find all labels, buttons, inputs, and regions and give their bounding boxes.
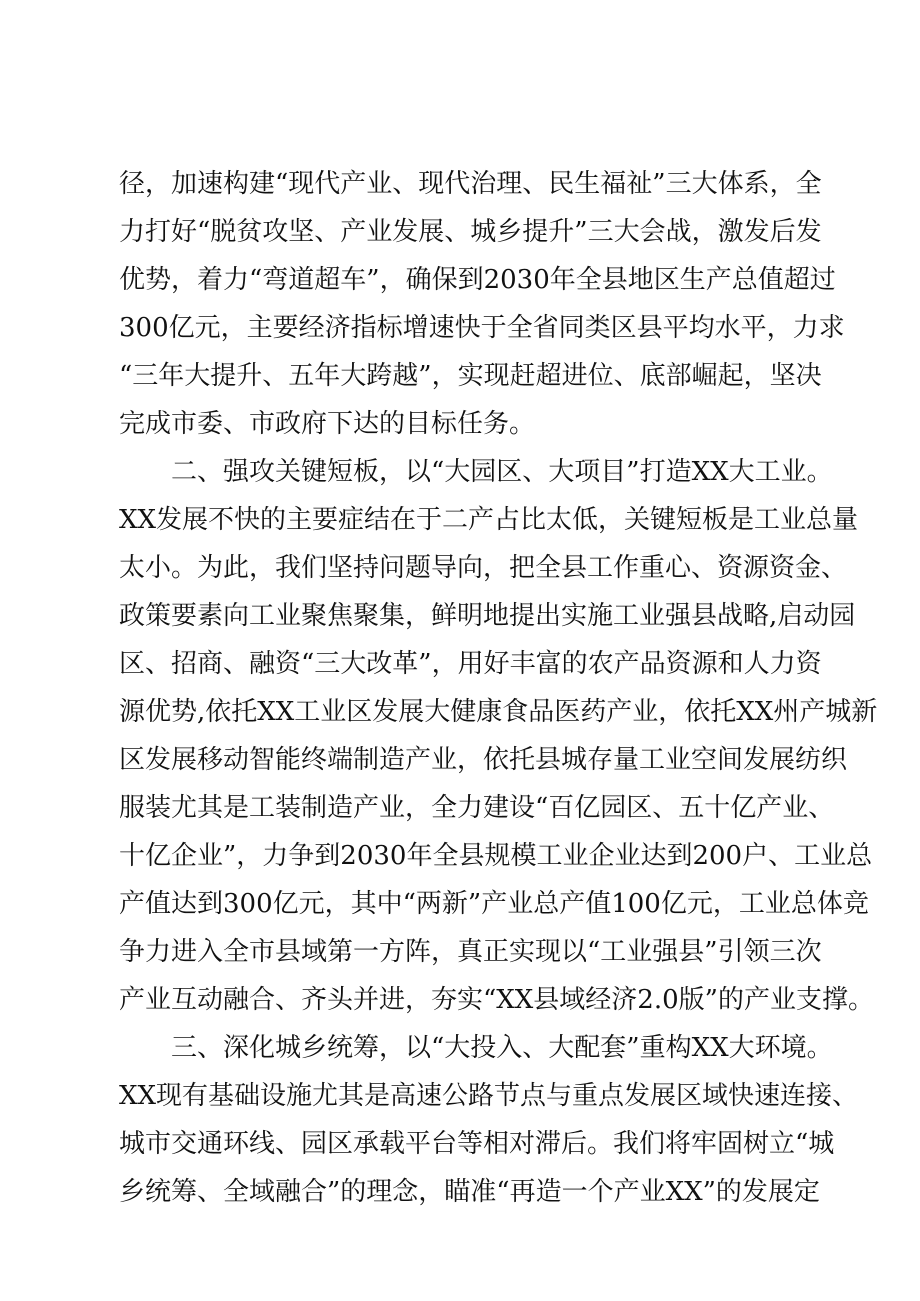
- text-line: 区发展移动智能终端制造产业，依托县城存量工业空间发展纺织: [119, 745, 848, 775]
- text-line: 产值达到300亿元，其中“两新”产业总产值100亿元，工业总体竞: [119, 889, 869, 919]
- text-line: 政策要素向工业聚焦聚集，鲜明地提出实施工业强县战略,启动园: [119, 601, 856, 631]
- text-line: 太小。为此，我们坚持问题导向，把全县工作重心、资源资金、: [119, 553, 848, 583]
- text-line: XX现有基础设施尤其是高速公路节点与重点发展区域快速连接、: [119, 1081, 859, 1111]
- text-line: 优势，着力“弯道超车”，确保到2030年全县地区生产总值超过: [119, 265, 836, 295]
- text-line: 300亿元，主要经济指标增速快于全省同类区县平均水平，力求: [119, 313, 845, 343]
- text-line: 城市交通环线、园区承载平台等相对滞后。我们将牢固树立“城: [119, 1129, 835, 1159]
- text-line: 源优势,依托XX工业区发展大健康食品医药产业，依托XX州产城新: [119, 697, 878, 727]
- text-line: 乡统筹、全域融合”的理念，瞄准“再造一个产业XX”的发展定: [119, 1177, 820, 1207]
- text-line: 三、深化城乡统筹，以“大投入、大配套”重构XX大环境。: [119, 1033, 833, 1063]
- text-line: 十亿企业”，力争到2030年全县规模工业企业达到200户、工业总: [119, 841, 873, 871]
- text-line: 径，加速构建“现代产业、现代治理、民生福祉”三大体系，全: [119, 169, 822, 199]
- text-line: 力打好“脱贫攻坚、产业发展、城乡提升”三大会战，激发后发: [119, 217, 822, 247]
- text-line: 完成市委、市政府下达的目标任务。: [119, 409, 536, 439]
- text-line: “三年大提升、五年大跨越”，实现赶超进位、底部崛起，坚决: [119, 361, 822, 391]
- text-line: 争力进入全市县域第一方阵，真正实现以“工业强县”引领三次: [119, 937, 822, 967]
- text-line: 服装尤其是工装制造产业，全力建设“百亿园区、五十亿产业、: [119, 793, 835, 823]
- text-line: 区、招商、融资“三大改革”，用好丰富的农产品资源和人力资: [119, 649, 822, 679]
- text-line: 产业互动融合、齐头并进，夯实“XX县域经济2.0版”的产业支撑。: [119, 985, 874, 1015]
- text-line: 二、强攻关键短板，以“大园区、大项目”打造XX大工业。: [119, 457, 833, 487]
- text-line: XX发展不快的主要症结在于二产占比太低，关键短板是工业总量: [119, 505, 859, 535]
- body-text: [119, 160, 878, 1216]
